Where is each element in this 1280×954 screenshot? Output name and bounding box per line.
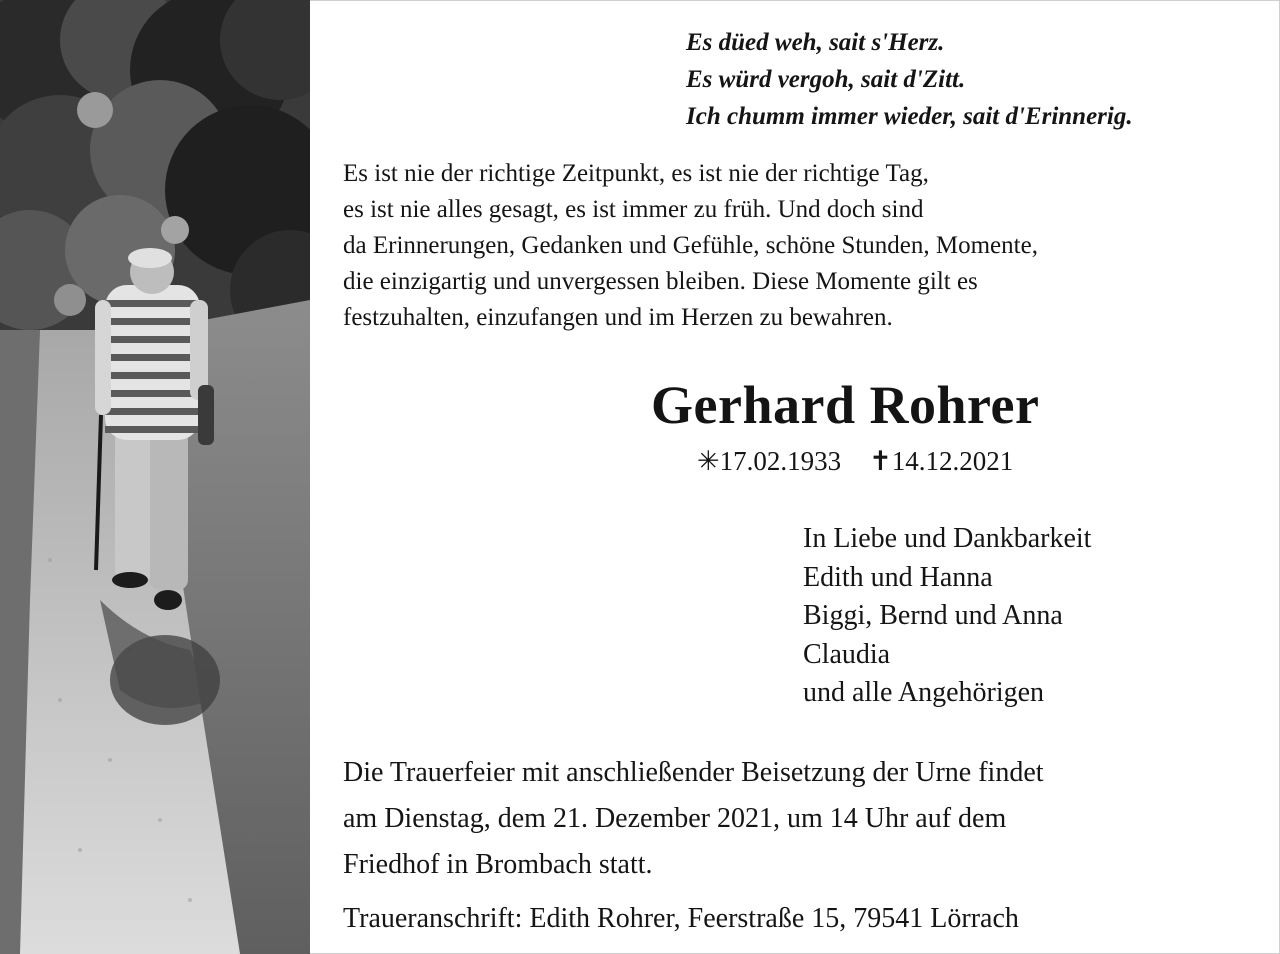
intro-line: Es ist nie der richtige Zeitpunkt, es ist nie der richtige Tag, [343, 160, 929, 187]
intro-line: festzuhalten, einzufangen und im Herzen zu bewahren. [343, 304, 893, 331]
life-dates [697, 443, 1013, 479]
ceremony-line: Friedhof in Brombach statt. [343, 849, 653, 880]
poem-line: Es düed weh, sait s'Herz. [686, 29, 945, 56]
ceremony-line: am Dienstag, dem 21. Dezember 2021, um 14 Uhr auf dem [343, 803, 1007, 834]
ceremony-line: Die Trauerfeier mit anschließender Beisetzung der Urne findet [343, 757, 1044, 788]
mourners-line: Biggi, Bernd und Anna [803, 600, 1063, 631]
memorial-photo [0, 0, 310, 954]
walking-man-photo [0, 0, 310, 954]
mourners-line: In Liebe und Dankbarkeit [803, 523, 1092, 554]
mourning-address: Traueranschrift: Edith Rohrer, Feerstraße 15, 79541 Lörrach [343, 903, 1019, 934]
poem-line: Ich chumm immer wieder, sait d'Erinnerig. [686, 103, 1133, 130]
intro-line: die einzigartig und unvergessen bleiben. Diese Momente gilt es [343, 268, 978, 295]
mourners-line: Edith und Hanna [803, 561, 993, 593]
birth-date: ✳17.02.1933 [697, 446, 842, 476]
poem-line: Es würd vergoh, sait d'Zitt. [686, 66, 966, 93]
intro-line: da Erinnerungen, Gedanken und Gefühle, schöne Stunden, Momente, [343, 232, 1038, 259]
intro-line: es ist nie alles gesagt, es ist immer zu früh. Und doch sind [343, 196, 924, 223]
deceased-name: Gerhard Rohrer [651, 375, 1040, 435]
mourners-list [803, 520, 1091, 713]
mourners-line: Claudia [803, 638, 891, 670]
death-date: ✝14.12.2021 [869, 446, 1014, 476]
ceremony-notice [343, 750, 1263, 888]
mourners-line: und alle Angehörigen [803, 677, 1045, 708]
poem [686, 24, 1266, 135]
intro-paragraph [343, 156, 1263, 336]
